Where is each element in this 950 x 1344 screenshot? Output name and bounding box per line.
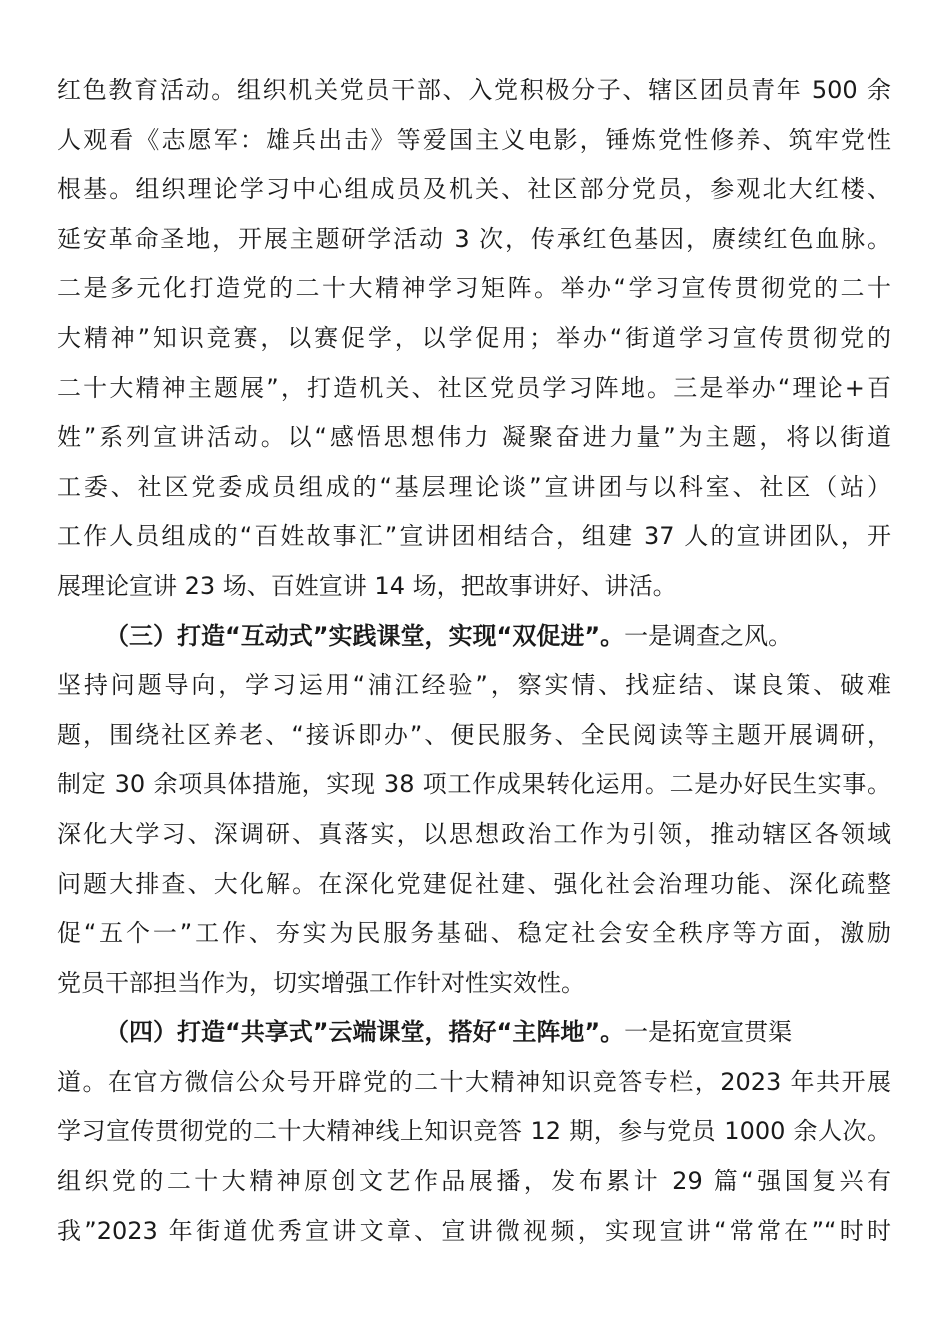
- text-span: 一是调查之风。: [624, 621, 793, 650]
- section-heading: （四）打造“共享式”云端课堂，搭好“主阵地”。: [105, 1018, 625, 1047]
- text-line: 工作人员组成的“百姓故事汇”宣讲团相结合，组建 37 人的宣讲团队，开: [57, 522, 891, 551]
- text-line: 题，围绕社区养老、“接诉即办”、便民服务、全民阅读等主题开展调研，: [57, 720, 891, 749]
- text-line: 大精神”知识竞赛，以赛促学，以学促用；举办“街道学习宣传贯彻党的: [57, 323, 891, 352]
- text-line: 红色教育活动。组织机关党员干部、入党积极分子、辖区团员青年 500 余: [57, 76, 891, 104]
- document-page: [57, 66, 891, 1256]
- paragraph-cloud-classroom: [57, 1008, 891, 1256]
- section-heading-line: [57, 612, 891, 662]
- text-line: 深化大学习、深调研、真落实，以思想政治工作为引领，推动辖区各领域: [57, 819, 891, 848]
- text-line: 我”2023 年街道优秀宣讲文章、宣讲微视频，实现宣讲“常常在”“时时: [57, 1216, 891, 1245]
- section-heading: （三）打造“互动式”实践课堂，实现“双促进”。: [105, 621, 625, 650]
- paragraph-red-education: [57, 66, 891, 612]
- text-line: 工委、社区党委成员组成的“基层理论谈”宣讲团与以科室、社区（站）: [57, 472, 891, 501]
- text-line: 展理论宣讲 23 场、百姓宣讲 14 场，把故事讲好、讲活。: [57, 571, 677, 600]
- text-line: 促“五个一”工作、夯实为民服务基础、稳定社会安全秩序等方面，激励: [57, 919, 891, 948]
- text-line: 姓”系列宣讲活动。以“感悟思想伟力 凝聚奋进力量”为主题，将以街道: [57, 423, 891, 452]
- text-line: 组织党的二十大精神原创文艺作品展播，发布累计 29 篇“强国复兴有: [57, 1167, 891, 1196]
- text-line: 人观看《志愿军：雄兵出击》等爱国主义电影，锤炼党性修养、筑牢党性: [57, 125, 891, 154]
- text-span: 一是拓宽宣贯渠: [624, 1018, 793, 1047]
- section-heading-line: [57, 1008, 891, 1058]
- text-line: 学习宣传贯彻党的二十大精神线上知识竞答 12 期，参与党员 1000 余人次。: [57, 1117, 891, 1146]
- text-line: 二十大精神主题展”，打造机关、社区党员学习阵地。三是举办“理论+百: [57, 373, 891, 402]
- text-line: 道。在官方微信公众号开辟党的二十大精神知识竞答专栏，2023 年共开展: [57, 1067, 891, 1096]
- text-line: 延安革命圣地，开展主题研学活动 3 次，传承红色基因，赓续红色血脉。: [57, 224, 891, 253]
- text-line: 根基。组织理论学习中心组成员及机关、社区部分党员，参观北大红楼、: [57, 175, 891, 204]
- text-line: 制定 30 余项具体措施，实现 38 项工作成果转化运用。二是办好民生实事。: [57, 770, 891, 799]
- text-line: 坚持问题导向，学习运用“浦江经验”，察实情、找症结、谋良策、破难: [57, 671, 891, 700]
- text-line: 问题大排查、大化解。在深化党建促社建、强化社会治理功能、深化疏整: [57, 869, 891, 898]
- text-line: 二是多元化打造党的二十大精神学习矩阵。举办“学习宣传贯彻党的二十: [57, 274, 891, 303]
- text-line: 党员干部担当作为，切实增强工作针对性实效性。: [57, 968, 585, 997]
- paragraph-interactive-classroom: [57, 612, 891, 1009]
